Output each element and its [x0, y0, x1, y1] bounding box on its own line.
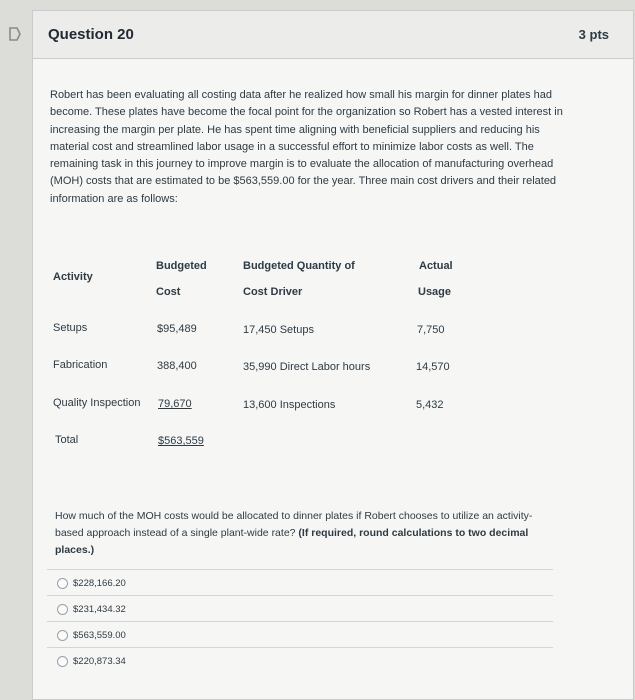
- row-setups-activity: Setups: [53, 322, 88, 334]
- question-prompt-text: How much of the MOH costs would be allocated to dinner plates if Robert chooses to utilize an activity-based approach instead of a single plant-wide rate?: [55, 510, 533, 539]
- header-actual-line1: Actual: [419, 260, 453, 272]
- row-setups-cost: $95,489: [157, 323, 197, 335]
- question-points: 3 pts: [578, 27, 609, 42]
- header-quantity-line1: Budgeted Quantity of: [243, 260, 355, 272]
- total-cost: $563,559: [158, 435, 204, 447]
- row-quality-driver: 13,600 Inspections: [243, 399, 336, 411]
- answer-option[interactable]: [47, 647, 553, 674]
- question-header: [33, 11, 633, 59]
- row-quality-activity: Quality Inspection: [53, 397, 141, 409]
- header-activity: Activity: [53, 271, 93, 283]
- answer-option[interactable]: [47, 595, 553, 622]
- radio-button[interactable]: [57, 578, 68, 589]
- question-body: Robert has been evaluating all costing data after he realized how small his margin for dinner plates had become. These plates have become the focal point for the organization so Robert has a vested interest in increasing the margin per plate. He has spent time aligning with beneficial suppliers and reducing his material cost and streamlined labor usage in a successful effort to minimize labor costs as well. The remaining task in this journey to improve margin is to evaluate the allocation of manufacturing overhead (MOH) costs that are estimated to be $563,559.00 for the year. Three main cost drivers and their related information are as follows:: [50, 89, 563, 205]
- answer-label: $563,559.00: [73, 629, 126, 641]
- radio-button[interactable]: [57, 630, 68, 641]
- question-prompt-instruction: (If required, round calculations to two decimal places.): [55, 527, 529, 556]
- row-fabrication-usage: 14,570: [416, 361, 450, 373]
- answer-option[interactable]: [47, 569, 553, 596]
- header-quantity-line2: Cost Driver: [243, 286, 303, 298]
- row-fabrication-cost: 388,400: [157, 360, 197, 372]
- row-setups-driver: 17,450 Setups: [243, 324, 314, 336]
- radio-button[interactable]: [57, 656, 68, 667]
- header-actual-line2: Usage: [418, 286, 452, 298]
- question-prompt: [55, 508, 555, 559]
- row-quality-usage: 5,432: [416, 399, 444, 411]
- header-budgeted-line1: Budgeted: [156, 260, 207, 272]
- radio-button[interactable]: [57, 604, 68, 615]
- answer-label: $220,873.34: [73, 655, 126, 667]
- question-title: Question 20: [48, 26, 134, 43]
- bookmark-flag-icon[interactable]: [8, 27, 22, 41]
- row-quality-cost: 79,670: [158, 398, 192, 410]
- question-card: [32, 10, 634, 700]
- answer-option[interactable]: [47, 621, 553, 648]
- header-budgeted-line2: Cost: [156, 286, 181, 298]
- row-fabrication-driver: 35,990 Direct Labor hours: [243, 361, 371, 373]
- answer-label: $231,434.32: [73, 603, 126, 615]
- total-label: Total: [55, 434, 79, 446]
- row-fabrication-activity: Fabrication: [53, 359, 108, 371]
- answer-label: $228,166.20: [73, 577, 126, 589]
- row-setups-usage: 7,750: [417, 324, 445, 336]
